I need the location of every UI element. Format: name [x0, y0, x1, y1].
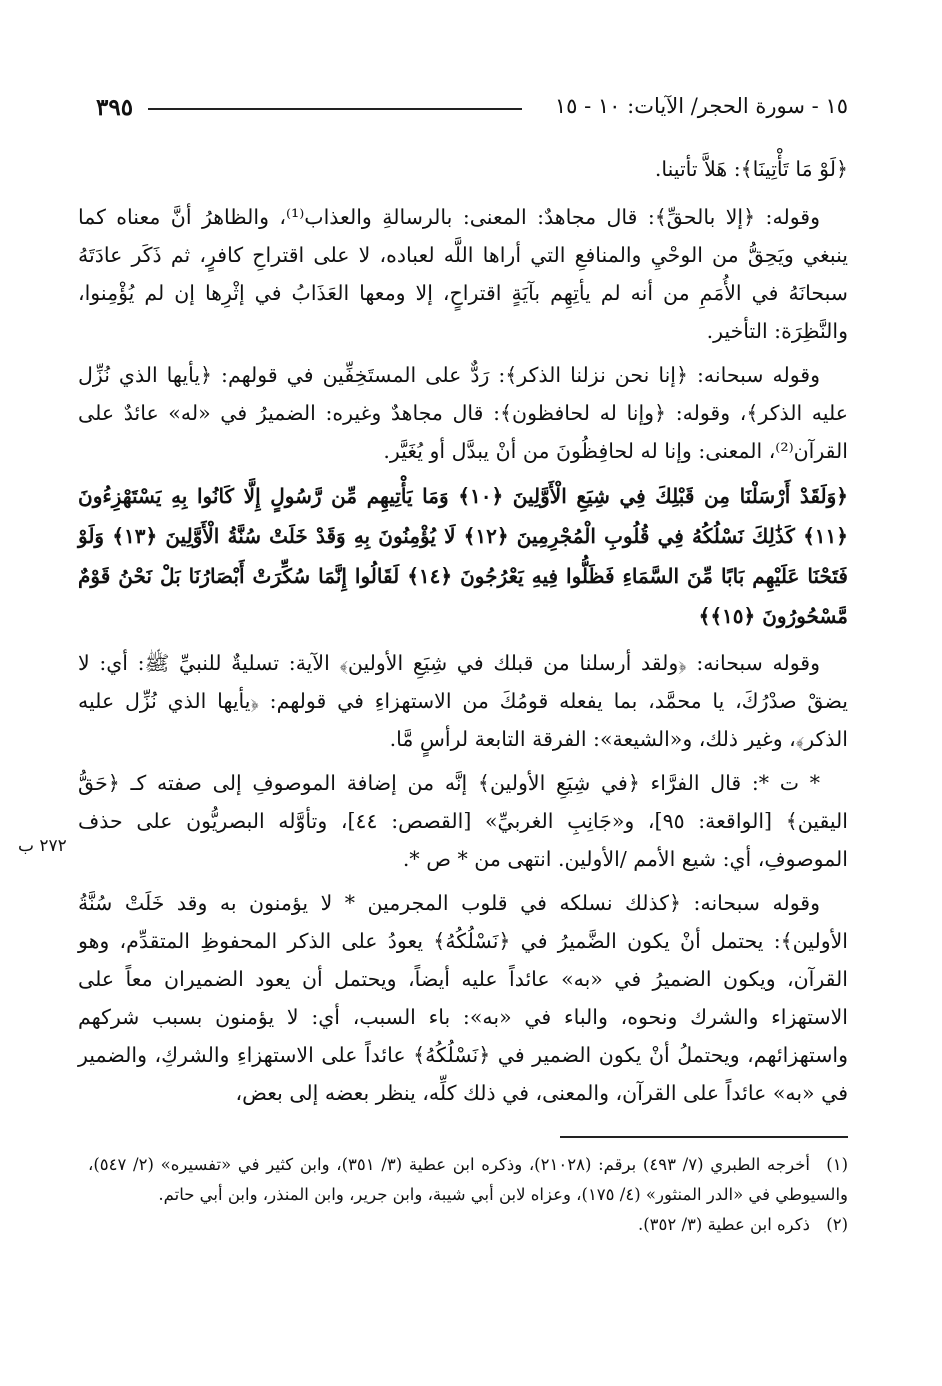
- footnotes: [88, 1150, 848, 1240]
- footnote-number: (٢): [826, 1215, 848, 1234]
- manuscript-folio-note: ٢٧٢ ب: [18, 836, 67, 856]
- paragraph: * ت *: قال الفرَّاء ﴿في شِيَعِ الأولين﴾ إنَّه من إضافة الموصوفِ إلى صفته كـ ﴿حَقُّ اليقين﴾ [الواقعة: ٩٥]، و«جَانِبِ الغربيِّ» [القصص: ٤٤]، وتأوَّله البصريُّون على حذف الموصوفِ، أي: شيع الأمم /الأولين. انتهى من * ص *.: [78, 771, 848, 871]
- footnote-number: (١): [826, 1155, 848, 1174]
- running-header: [96, 92, 848, 126]
- paragraph: وقوله سبحانه: ﴿إنا نحن نزلنا الذكر﴾: رَدٌّ على المستَخِفِّين في قولهم: ﴿يأيها الذي نُزِّل عليه الذكر﴾، وقوله: ﴿وإنا له لحافظون﴾: قال مجاهدٌ وغيره: الضميرُ في «له» عائدٌ على القرآن⁽²⁾، المعنى: وإنا له لحافِظُونَ من أنْ يبدَّل أو يُغَيَّر.: [78, 363, 848, 463]
- paragraph: ﴿لَوْ مَا تَأْتِينَا﴾: هَلاَّ تأتينا.: [654, 157, 848, 181]
- paragraph: وقوله سبحانه: ﴿كذلك نسلكه في قلوب المجرمين * لا يؤمنون به وقد خَلَتْ سُنَّةُ الأولين﴾: يحتمل أنْ يكون الضَّميرُ في ﴿نَسْلُكُهُ﴾ يعودُ على الذكر المحفوظِ المتقدِّم، وهو القرآن، ويكون الضميرُ في «به» عائداً عليه أيضاً، ويحتمل أن يعود الضميران معاً على الاستهزاء والشرك ونحوه، والباء في «به»: باء السبب، أي: لا يؤمنون بسبب شركهم واستهزائهم، ويحتملُ أنْ يكون الضمير في ﴿نَسْلُكُهُ﴾ عائداً على الاستهزاءِ والشركِ، والضمير في «به» عائداً على القرآن، والمعنى، في ذلك كلِّه، ينظر بعضه إلى بعض،: [78, 891, 848, 1105]
- paragraph: وقوله: ﴿إلا بالحقِّ﴾: قال مجاهدٌ: المعنى: بالرسالةِ والعذاب⁽¹⁾، والظاهرُ أنَّ معناه كما ينبغي ويَحِقُّ من الوحْيِ والمنافعِ التي أراها اللَّه لعباده، لا على اقتراحِ كافرٍ، ثم ذَكَر عادَتَهُ سبحانَهُ في الأُمَمِ من أنه لم يأتِهِم بآيَةٍ اقتراحٍ، إلا ومعها العَذَابُ في إثْرِها إن لم يُؤْمِنوا، والنَّظِرَة: التأخير.: [78, 205, 848, 343]
- footnote-text: ذكره ابن عطية (٣/ ٣٥٢).: [637, 1215, 810, 1234]
- main-text: [78, 150, 848, 1118]
- page-number: ٣٩٥: [96, 94, 134, 121]
- footnote: [88, 1150, 848, 1210]
- quran-verses: ﴿وَلَقَدْ أَرْسَلْنَا مِن قَبْلِكَ فِي شِيَعِ الْأَوَّلِينَ ﴿١٠﴾ وَمَا يَأْتِيهِم مِّن رَّسُولٍ إِلَّا كَانُوا بِهِ يَسْتَهْزِءُونَ ﴿١١﴾ كَذَٰلِكَ نَسْلُكُهُ فِي قُلُوبِ الْمُجْرِمِينَ ﴿١٢﴾ لَا يُؤْمِنُونَ بِهِ وَقَدْ خَلَتْ سُنَّةُ الْأَوَّلِينَ ﴿١٣﴾ وَلَوْ فَتَحْنَا عَلَيْهِم بَابًا مِّنَ السَّمَاءِ فَظَلُّوا فِيهِ يَعْرُجُونَ ﴿١٤﴾ لَقَالُوا إِنَّمَا سُكِّرَتْ أَبْصَارُنَا بَلْ نَحْنُ قَوْمٌ مَّسْحُورُونَ ﴿١٥﴾﴾: [78, 484, 849, 628]
- footnote-rule: [560, 1136, 848, 1138]
- page-title: ١٥ - سورة الحجر/ الآيات: ١٠ - ١٥: [554, 94, 848, 118]
- footnote: [88, 1210, 848, 1240]
- footnote-text: أخرجه الطبري (٧/ ٤٩٣) برقم: (٢١٠٢٨)، وذكره ابن عطية (٣/ ٣٥١)، وابن كثير في «تفسيره» (٢/ ٥٤٧)، والسيوطي في «الدر المنثور» (٤/ ١٧٥)، وعزاه لابن أبي شيبة، وابن جرير، وابن المنذر، وابن أبي حاتم.: [88, 1155, 848, 1204]
- header-rule: [148, 108, 522, 110]
- paragraph: وقوله سبحانه: ﴿ولقد أرسلنا من قبلك في شِيَعِ الأولين﴾ الآية: تسليةٌ للنبيِّ ﷺ: أي: لا يضقْ صدْرُكَ، يا محمَّد، بما يفعله قومُكَ من الاستهزاءِ في قولهم: ﴿يأيها الذي نُزِّل عليه الذكر﴾، وغير ذلك، و«الشيعة»: الفرقة التابعة لرأسٍ مَّا.: [78, 651, 848, 751]
